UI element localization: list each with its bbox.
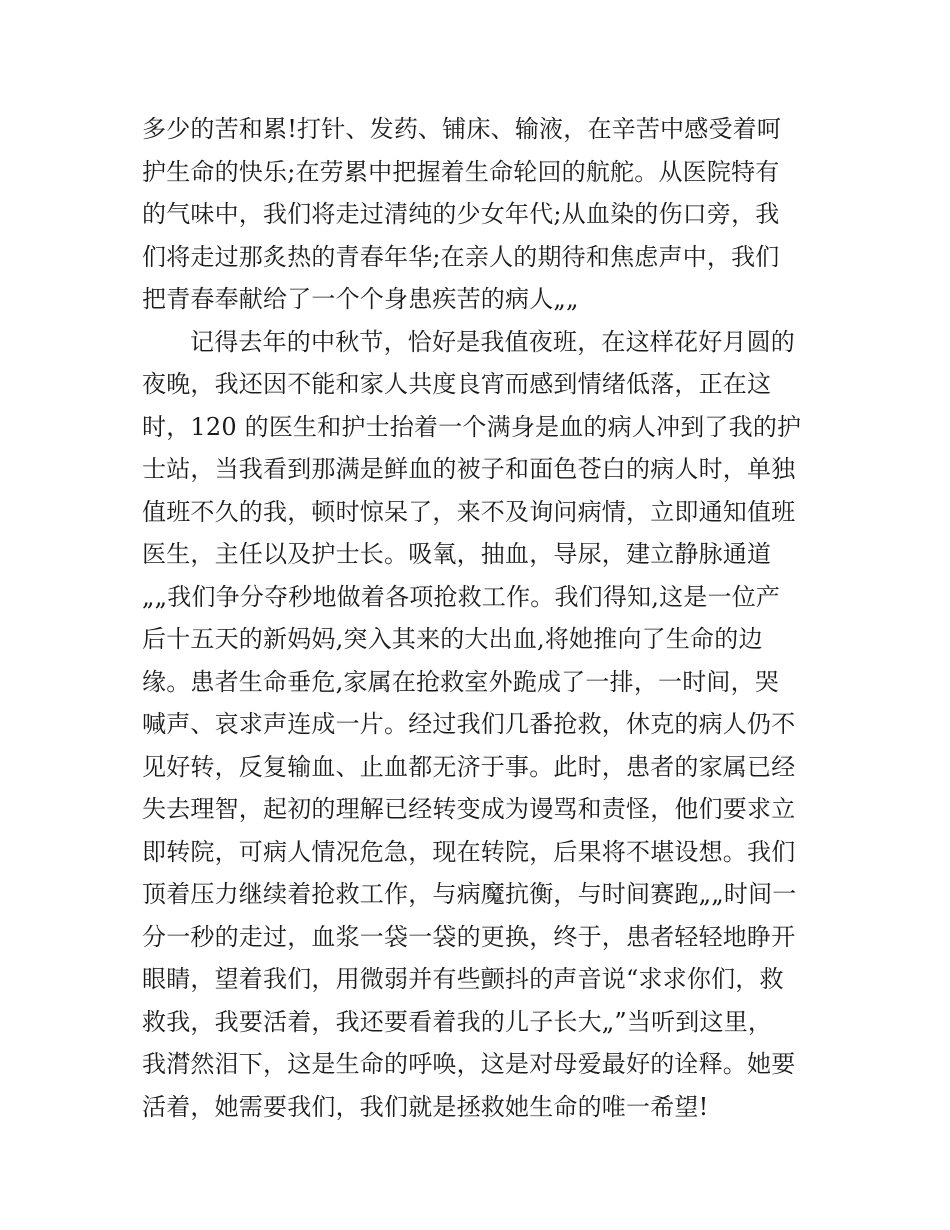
text-line: 缘。患者生命垂危,家属在抢救室外跪成了一排，一时间，哭 — [142, 668, 780, 696]
text-line: 顶着压力继续着抢救工作，与病魔抗衡，与时间赛跑„„时间一 — [142, 880, 797, 908]
text-line: „„我们争分夺秒地做着各项抢救工作。我们得知,这是一位产 — [142, 583, 781, 611]
text-line: 活着，她需要我们，我们就是拯救她生命的唯一希望! — [142, 1093, 709, 1121]
text-line: 喊声、哀求声连成一片。经过我们几番抢救，休克的病人仍不 — [142, 710, 796, 738]
text-line: 即转院，可病人情况危急，现在转院，后果将不堪设想。我们 — [142, 838, 796, 866]
text-line: 们将走过那炙热的青春年华;在亲人的期待和焦虑声中，我们 — [142, 243, 780, 271]
text-line: 眼睛，望着我们，用微弱并有些颤抖的声音说“求求你们，救 — [142, 965, 784, 993]
text-line: 后十五天的新妈妈,突入其来的大出血,将她推向了生命的边 — [142, 625, 763, 653]
text-line: 记得去年的中秋节，恰好是我值夜班，在这样花好月圆的 — [190, 328, 795, 356]
text-line: 夜晚，我还因不能和家人共度良宵而感到情绪低落，正在这 — [142, 370, 772, 398]
document-page — [142, 0, 812, 1230]
text-line: 见好转，反复输血、止血都无济于事。此时，患者的家属已经 — [142, 753, 796, 781]
text-line: 把青春奉献给了一个个身患疾苦的病人„„ — [142, 285, 579, 313]
text-line: 分一秒的走过，血浆一袋一袋的更换，终于，患者轻轻地睁开 — [142, 923, 796, 951]
text-line: 护生命的快乐;在劳累中把握着生命轮回的航舵。从医院特有 — [142, 158, 780, 186]
text-line: 失去理智，起初的理解已经转变成为谩骂和责怪，他们要求立 — [142, 795, 796, 823]
text-line: 士站，当我看到那满是鲜血的被子和面色苍白的病人时，单独 — [142, 455, 796, 483]
text-line: 多少的苦和累!打针、发药、铺床、输液，在辛苦中感受着呵 — [142, 115, 782, 143]
text-line: 值班不久的我，顿时惊呆了，来不及询问病情，立即通知值班 — [142, 498, 796, 526]
text-line: 时，120 的医生和护士抬着一个满身是血的病人冲到了我的护 — [142, 413, 802, 441]
text-line: 医生，主任以及护士长。吸氧，抽血，导尿，建立静脉通道 — [142, 540, 772, 568]
text-line: 我潸然泪下，这是生命的呼唤，这是对母爱最好的诠释。她要 — [142, 1050, 796, 1078]
text-line: 的气味中，我们将走过清纯的少女年代;从血染的伤口旁，我 — [142, 200, 780, 228]
text-line: 救我，我要活着，我还要看着我的儿子长大„”当听到这里， — [142, 1008, 773, 1036]
